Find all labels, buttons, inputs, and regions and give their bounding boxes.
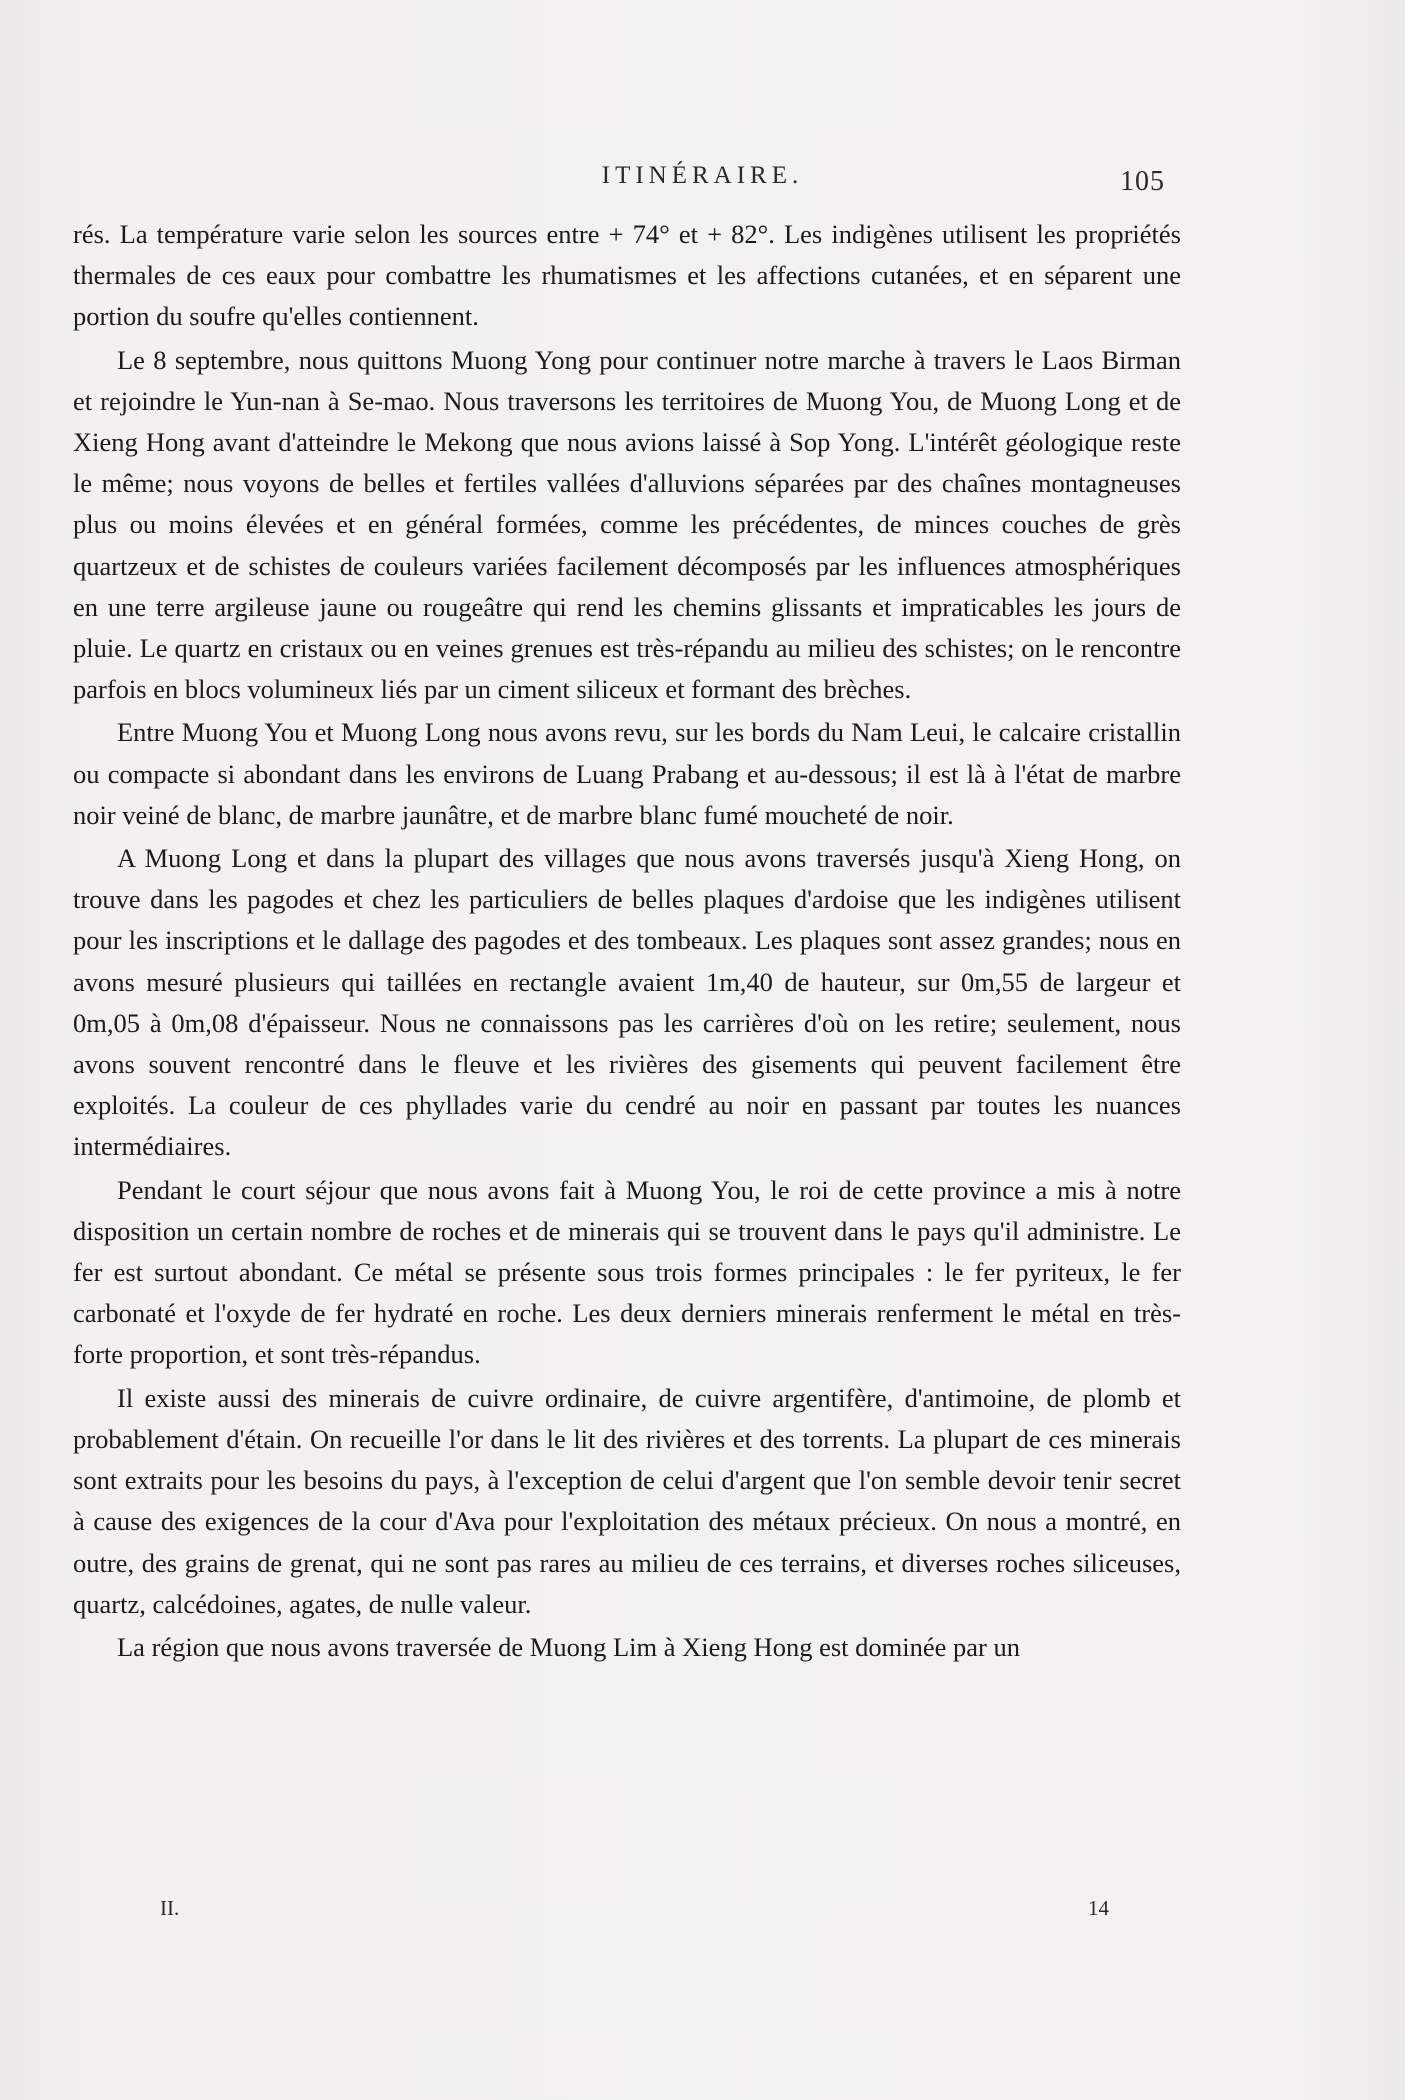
paragraph-minerais-fer: Pendant le court séjour que nous avons fait à Muong You, le roi de cette province a mis à notre disposition un certain nombre de roches et de minerais qui se trouvent dans le pays qu'il administre. Le fer est surtout abondant. Ce métal se présente sous trois formes principales : le fer pyriteux, le fer carbonaté et l'oxyde de fer hydraté en roche. Les deux derniers minerais renferment le métal en très-forte proportion, et sont très-répandus. [73, 1174, 1181, 1370]
paragraph-8-septembre: Le 8 septembre, nous quittons Muong Yong pour continuer notre marche à travers le Laos Birman et rejoindre le Yun-nan à Se-mao. Nous traversons les territoires de Muong You, de Muong Long et de Xieng Hong avant d'atteindre le Mekong que nous avions laissé à Sop Yong. L'intérêt géologique reste le même; nous voyons de belles et fertiles vallées d'alluvions séparées par des chaînes montagneuses plus ou moins élevées et en général formées, comme les précédentes, de minces couches de grès quartzeux et de schistes de couleurs variées facilement décomposés par les influences atmosphériques en une terre argileuse jaune ou rougeâtre qui rend les chemins glissants et impraticables les jours de pluie. Le quartz en cristaux ou en veines grenues est très-répandu au milieu des schistes; on le rencontre parfois en blocs volumineux liés par un ciment siliceux et formant des brèches. [73, 344, 1181, 705]
running-head [0, 162, 1405, 202]
paragraph-region: La région que nous avons traversée de Muong Lim à Xieng Hong est dominée par un [117, 1631, 1020, 1662]
paragraph-muong-you-muong-long: Entre Muong You et Muong Long nous avons revu, sur les bords du Nam Leui, le calcaire cristallin ou compacte si abondant dans les environs de Luang Prabang et au-dessous; il est là à l'état de marbre noir veiné de blanc, de marbre jaunâtre, et de marbre blanc fumé moucheté de noir. [73, 717, 1181, 830]
paragraph-cuivre-argent: Il existe aussi des minerais de cuivre ordinaire, de cuivre argentifère, d'antimoine, de plomb et probablement d'étain. On recueille l'or dans le lit des rivières et des torrents. La plupart de ces minerais sont extraits pour les besoins du pays, à l'exception de celui d'argent que l'on semble devoir tenir secret à cause des exigences de la cour d'Ava pour l'exploitation des métaux précieux. On nous a montré, en outre, des grains de grenat, qui ne sont pas rares au milieu de ces terrains, et diverses roches siliceuses, quartz, calcédoines, agates, de nulle valeur. [73, 1382, 1181, 1619]
page-number: 105 [1120, 166, 1165, 197]
body-text [73, 214, 1181, 1668]
page-footer [0, 1896, 1405, 1926]
paragraph-ardoise: A Muong Long et dans la plupart des villages que nous avons traversés jusqu'à Xieng Hong, on trouve dans les pagodes et chez les particuliers de belles plaques d'ardoise que les indigènes utilisent pour les inscriptions et le dallage des pagodes et des tombeaux. Les plaques sont assez grandes; nous en avons mesuré plusieurs qui taillées en rectangle avaient 1m,40 de hauteur, sur 0m,55 de largeur et 0m,05 à 0m,08 d'épaisseur. Nous ne connaissons pas les carrières d'où on les retire; seulement, nous avons souvent rencontré dans le fleuve et les rivières des gisements qui peuvent facilement être exploités. La couleur de ces phyllades varie du cendré au noir en passant par toutes les nuances intermédiaires. [73, 843, 1181, 1162]
sheet-number: 14 [1088, 1896, 1109, 1920]
signature-mark: II. [160, 1896, 180, 1920]
paragraph-continuation: rés. La température varie selon les sources entre + 74° et + 82°. Les indigènes utilisent les propriétés thermales de ces eaux pour combattre les rhumatismes et les affections cutanées, et en séparent une portion du soufre qu'elles contiennent. [73, 219, 1181, 332]
running-title: ITINÉRAIRE. [601, 162, 804, 189]
